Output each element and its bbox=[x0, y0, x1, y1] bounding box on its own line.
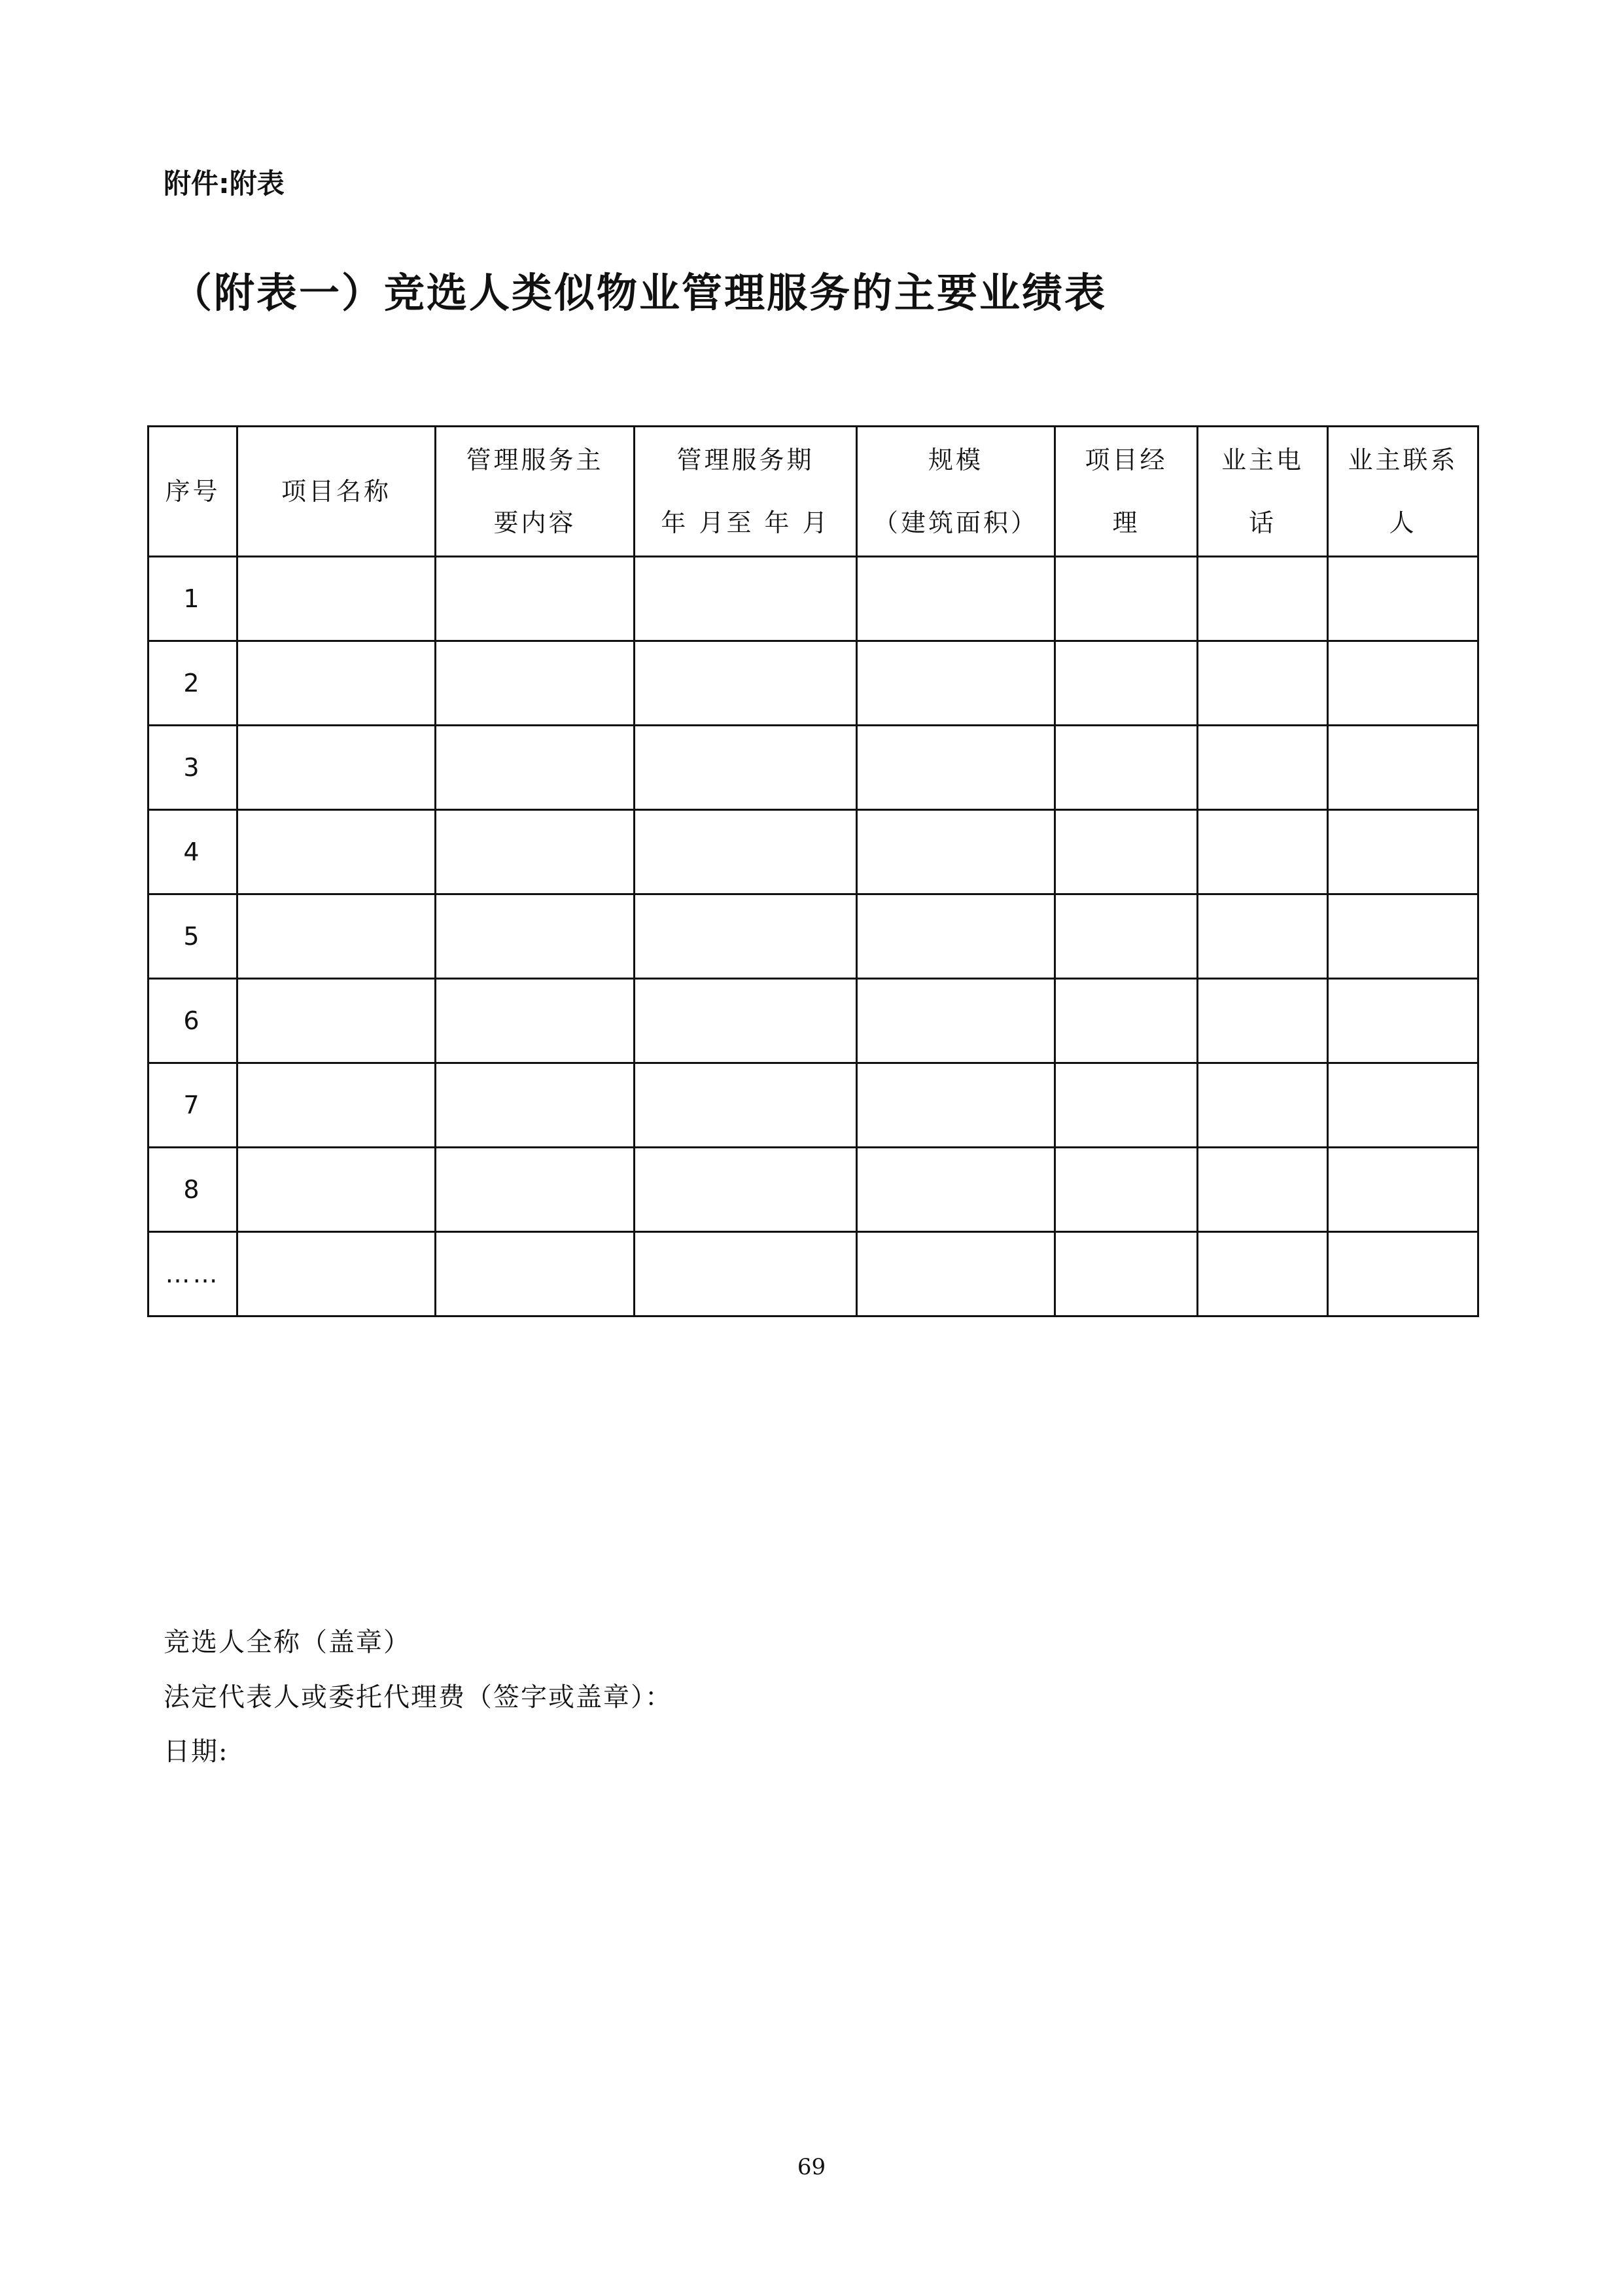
table-cell[interactable] bbox=[857, 1148, 1055, 1232]
table-cell[interactable] bbox=[635, 726, 857, 810]
header-service-content: 管理服务主 要内容 bbox=[436, 427, 635, 557]
table-cell[interactable] bbox=[237, 557, 436, 641]
table-cell[interactable] bbox=[1328, 894, 1478, 979]
table-cell[interactable] bbox=[436, 726, 635, 810]
header-scale: 规模 （建筑面积） bbox=[857, 427, 1055, 557]
table-row bbox=[148, 1148, 1478, 1232]
table-cell[interactable] bbox=[436, 1148, 635, 1232]
table-cell[interactable] bbox=[1055, 810, 1198, 894]
form-title: （附表一）竞选人类似物业管理服务的主要业绩表 bbox=[171, 269, 1108, 317]
attachment-label: 附件:附表 bbox=[164, 168, 285, 200]
table-cell[interactable] bbox=[857, 810, 1055, 894]
table-cell[interactable] bbox=[1198, 1232, 1328, 1316]
table-cell[interactable] bbox=[635, 810, 857, 894]
table-cell[interactable] bbox=[857, 641, 1055, 726]
table-cell[interactable] bbox=[1055, 1148, 1198, 1232]
page-number: 69 bbox=[797, 2154, 826, 2180]
table-row bbox=[148, 726, 1478, 810]
table-cell[interactable] bbox=[635, 1063, 857, 1148]
table-cell[interactable] bbox=[635, 557, 857, 641]
table-cell[interactable] bbox=[1198, 1063, 1328, 1148]
row-index: 7 bbox=[148, 1063, 237, 1148]
table-cell[interactable] bbox=[237, 979, 436, 1063]
row-index: 1 bbox=[148, 557, 237, 641]
header-project-name: 项目名称 bbox=[237, 427, 436, 557]
table-cell[interactable] bbox=[1328, 810, 1478, 894]
table-cell[interactable] bbox=[1198, 641, 1328, 726]
table-cell[interactable] bbox=[237, 1148, 436, 1232]
table-cell[interactable] bbox=[237, 641, 436, 726]
table-cell[interactable] bbox=[1198, 726, 1328, 810]
table-cell[interactable] bbox=[1055, 1232, 1198, 1316]
table-cell[interactable] bbox=[237, 1232, 436, 1316]
table-cell[interactable] bbox=[1055, 726, 1198, 810]
row-index: 8 bbox=[148, 1148, 237, 1232]
header-project-manager: 项目经 理 bbox=[1055, 427, 1198, 557]
table-cell[interactable] bbox=[1328, 1148, 1478, 1232]
table-cell[interactable] bbox=[1198, 1148, 1328, 1232]
table-cell[interactable] bbox=[1055, 979, 1198, 1063]
table-cell[interactable] bbox=[436, 979, 635, 1063]
table-cell[interactable] bbox=[1328, 979, 1478, 1063]
table-cell[interactable] bbox=[1055, 1063, 1198, 1148]
table-row bbox=[148, 979, 1478, 1063]
table-cell[interactable] bbox=[635, 641, 857, 726]
table-cell[interactable] bbox=[857, 726, 1055, 810]
table-cell[interactable] bbox=[436, 810, 635, 894]
date-line: 日期: bbox=[164, 1737, 229, 1767]
table-cell[interactable] bbox=[237, 1063, 436, 1148]
table-cell[interactable] bbox=[635, 979, 857, 1063]
table-cell[interactable] bbox=[1328, 726, 1478, 810]
table-cell[interactable] bbox=[436, 1232, 635, 1316]
header-owner-phone: 业主电 话 bbox=[1198, 427, 1328, 557]
table-header-row bbox=[148, 427, 1478, 557]
table-row bbox=[148, 810, 1478, 894]
performance-table bbox=[147, 425, 1479, 1317]
table-cell[interactable] bbox=[436, 1063, 635, 1148]
table-cell[interactable] bbox=[1328, 1232, 1478, 1316]
table-cell[interactable] bbox=[1328, 1063, 1478, 1148]
table-cell[interactable] bbox=[1055, 557, 1198, 641]
table-cell[interactable] bbox=[237, 726, 436, 810]
table-cell[interactable] bbox=[857, 979, 1055, 1063]
row-index: 3 bbox=[148, 726, 237, 810]
representative-line: 法定代表人或委托代理费（签字或盖章）： bbox=[164, 1682, 672, 1712]
table-cell[interactable] bbox=[1198, 894, 1328, 979]
header-index: 序号 bbox=[148, 427, 237, 557]
table-cell[interactable] bbox=[857, 894, 1055, 979]
header-service-period: 管理服务期 年 月至 年 月 bbox=[635, 427, 857, 557]
table-cell[interactable] bbox=[635, 894, 857, 979]
row-index: 6 bbox=[148, 979, 237, 1063]
table-cell[interactable] bbox=[857, 1232, 1055, 1316]
table-cell[interactable] bbox=[1328, 641, 1478, 726]
table-cell[interactable] bbox=[857, 557, 1055, 641]
table-cell[interactable] bbox=[1198, 979, 1328, 1063]
table-cell[interactable] bbox=[1055, 894, 1198, 979]
table-cell[interactable] bbox=[1198, 810, 1328, 894]
table-cell[interactable] bbox=[1198, 557, 1328, 641]
table-row bbox=[148, 894, 1478, 979]
table-cell[interactable] bbox=[237, 894, 436, 979]
table-row bbox=[148, 557, 1478, 641]
table-cell[interactable] bbox=[436, 557, 635, 641]
table-cell[interactable] bbox=[635, 1232, 857, 1316]
table-cell[interactable] bbox=[436, 641, 635, 726]
bidder-name-line: 竞选人全称（盖章） bbox=[164, 1627, 411, 1657]
row-index: …… bbox=[148, 1232, 237, 1316]
row-index: 2 bbox=[148, 641, 237, 726]
table-row bbox=[148, 1063, 1478, 1148]
table-cell[interactable] bbox=[1328, 557, 1478, 641]
row-index: 5 bbox=[148, 894, 237, 979]
header-owner-contact: 业主联系 人 bbox=[1328, 427, 1478, 557]
row-index: 4 bbox=[148, 810, 237, 894]
table-cell[interactable] bbox=[436, 894, 635, 979]
table-cell[interactable] bbox=[857, 1063, 1055, 1148]
table-cell[interactable] bbox=[1055, 641, 1198, 726]
table-cell[interactable] bbox=[635, 1148, 857, 1232]
table-cell[interactable] bbox=[237, 810, 436, 894]
table-row bbox=[148, 1232, 1478, 1316]
table-row bbox=[148, 641, 1478, 726]
